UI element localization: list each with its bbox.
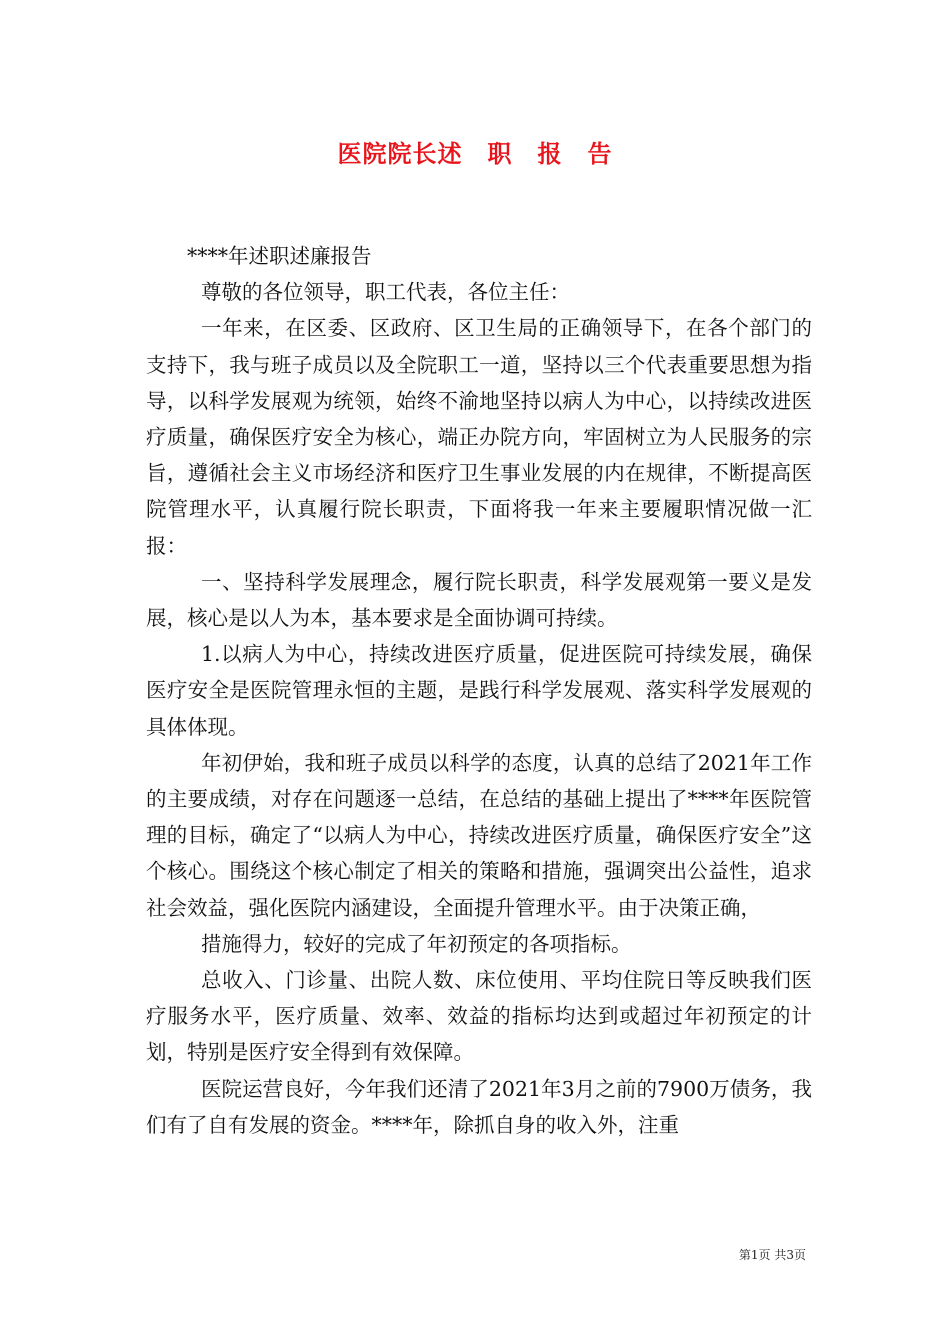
page-number: 第1页 共3页 [738,1248,806,1262]
paragraph-salutation: 尊敬的各位领导，职工代表，各位主任： [201,280,570,305]
paragraph-intro: 一年来，在区委、区政府、区卫生局的正确领导下，在各个部门的支持下，我与班子成员以及全院职工一道，坚持以三个代表重要思想为指导，以科学发展观为统领，始终不渝地坚持以病人为中心，以持续改进医疗质量，确保医疗安全为核心，端正办院方向，牢固树立为人民服务的宗旨，遵循社会主义市场经济和医疗卫生事业发展的内在规律，不断提高医院管理水平，认真履行院长职责，下面将我一年来主要履职情况做一汇报： [146,316,812,558]
document-title: 医院院长述 职 报 告 [337,140,613,168]
paragraph-section-1: 一、坚持科学发展理念，履行院长职责，科学发展观第一要义是发展，核心是以人为本，基本要求是全面协调可持续。 [146,569,812,631]
paragraph-item-1: 1.以病人为中心，持续改进医疗质量，促进医院可持续发展，确保医疗安全是医院管理永恒的主题，是践行科学发展观、落实科学发展观的具体体现。 [146,642,812,739]
paragraph-operations: 医院运营良好，今年我们还清了2021年3月之前的7900万债务，我们有了自有发展的资金。****年，除抓自身的收入外，注重 [146,1076,812,1137]
paragraph-year-start: 年初伊始，我和班子成员以科学的态度，认真的总结了2021年工作的主要成绩，对存在问题逐一总结，在总结的基础上提出了****年医院管理的目标，确定了“以病人为中心，持续改进医疗质量，确保医疗安全”这个核心。围绕这个核心制定了相关的策略和措施，强调突出公益性，追求社会效益，强化医院内涵建设，全面提升管理水平。由于决策正确， [146,750,812,920]
report-subtitle: ****年述职述廉报告 [187,244,372,268]
paragraph-measures: 措施得力，较好的完成了年初预定的各项指标。 [201,931,632,956]
paragraph-indicators: 总收入、门诊量、出院人数、床位使用、平均住院日等反映我们医疗服务水平，医疗质量、效率、效益的指标均达到或超过年初预定的计划，特别是医疗安全得到有效保障。 [146,968,812,1065]
document-body [146,238,812,1143]
